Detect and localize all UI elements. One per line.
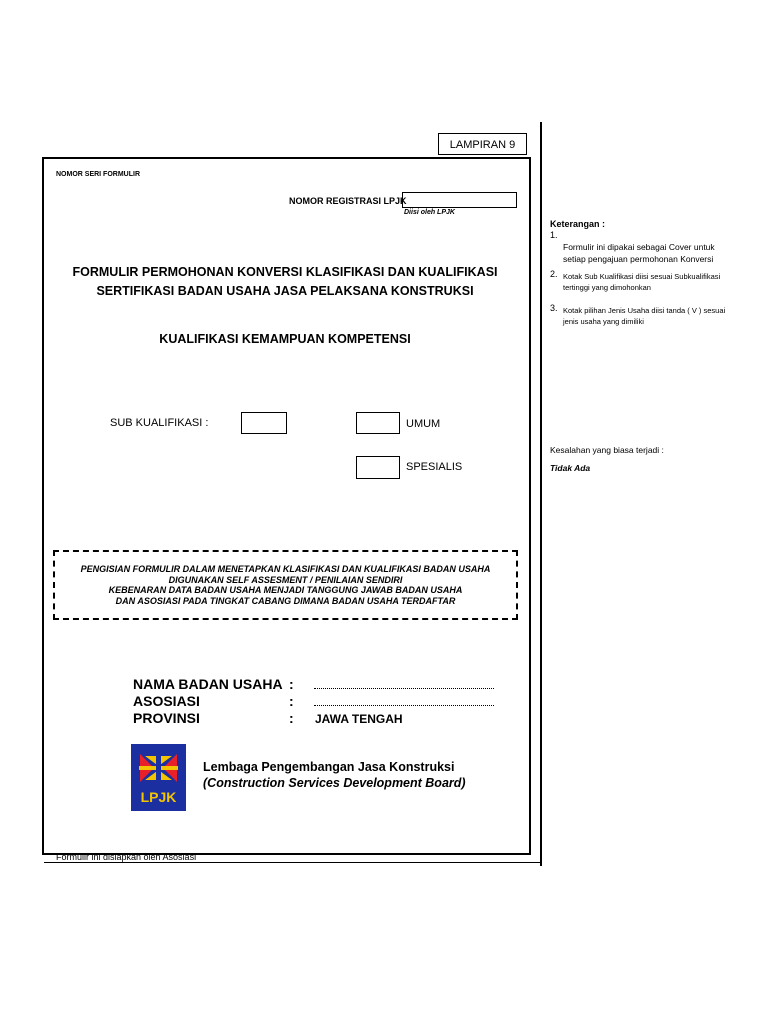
lampiran-label: LAMPIRAN 9 (438, 133, 527, 155)
provinsi-colon: : (289, 710, 294, 726)
nama-badan-usaha-field[interactable] (314, 688, 494, 689)
error-label: Kesalahan yang biasa terjadi : (550, 445, 664, 455)
notice-line1: PENGISIAN FORMULIR DALAM MENETAPKAN KLASIFIKASI DAN KUALIFIKASI BADAN USAHA (80, 564, 491, 574)
bottom-divider (44, 862, 542, 863)
nomor-seri-label: NOMOR SERI FORMULIR (56, 171, 140, 178)
spesialis-checkbox[interactable] (356, 456, 400, 479)
form-border (42, 157, 531, 855)
organization-name-en: (Construction Services Development Board) (203, 776, 466, 790)
organization-name: Lembaga Pengembangan Jasa Konstruksi (203, 760, 455, 774)
keterangan-num-3: 3. (550, 303, 558, 313)
lpjk-logo (131, 744, 186, 811)
provinsi-label: PROVINSI (133, 710, 200, 726)
registrasi-note: Diisi oleh LPJK (404, 209, 455, 216)
spesialis-label: SPESIALIS (406, 461, 463, 473)
asosiasi-label: ASOSIASI (133, 693, 200, 709)
form-title-line2: SERTIFIKASI BADAN USAHA JASA PELAKSANA KONSTRUKSI (96, 284, 474, 298)
keterangan-text-1: Formulir ini dipakai sebagai Cover untuk setiap pengajuan permohonan Konversi (563, 242, 715, 264)
form-subtitle: KUALIFIKASI KEMAMPUAN KOMPETENSI (159, 332, 411, 346)
keterangan-text-2: Kotak Sub Kualifikasi diisi sesuai Subkualifikasi tertinggi yang dimohonkan (563, 272, 721, 292)
umum-label: UMUM (406, 418, 441, 430)
keterangan-text-3: Kotak pilihan Jenis Usaha diisi tanda ( V ) sesuai jenis usaha yang dimiliki (563, 306, 726, 326)
lpjk-logo-text: LPJK (140, 789, 177, 805)
error-value: Tidak Ada (550, 463, 591, 473)
asosiasi-field[interactable] (314, 705, 494, 706)
keterangan-num-2: 2. (550, 269, 558, 279)
asosiasi-colon: : (289, 693, 294, 709)
sub-kualifikasi-label: SUB KUALIFIKASI : (110, 417, 209, 429)
nama-colon: : (289, 676, 294, 692)
page-divider (540, 122, 542, 866)
keterangan-num-1: 1. (550, 230, 558, 240)
nama-badan-usaha-label: NAMA BADAN USAHA (133, 676, 283, 692)
provinsi-value: JAWA TENGAH (315, 712, 403, 726)
umum-checkbox[interactable] (356, 412, 400, 434)
notice-line4: DAN ASOSIASI PADA TINGKAT CABANG DIMANA BADAN USAHA TERDAFTAR (115, 595, 456, 606)
registrasi-label: NOMOR REGISTRASI LPJK (289, 196, 407, 206)
form-title-line1: FORMULIR PERMOHONAN KONVERSI KLASIFIKASI DAN KUALIFIKASI (72, 265, 498, 279)
sub-kualifikasi-box[interactable] (241, 412, 287, 434)
notice-line2: DIGUNAKAN SELF ASSESMENT / PENILAIAN SENDIRI (168, 574, 403, 585)
keterangan-heading: Keterangan : (550, 219, 606, 229)
footer-note: Formulir ini disiapkan oleh Asosiasi (56, 852, 197, 862)
notice-box (53, 550, 518, 620)
registrasi-input-box[interactable] (402, 192, 517, 208)
notice-line3: KEBENARAN DATA BADAN USAHA MENJADI TANGGUNG JAWAB BADAN USAHA (108, 585, 463, 595)
